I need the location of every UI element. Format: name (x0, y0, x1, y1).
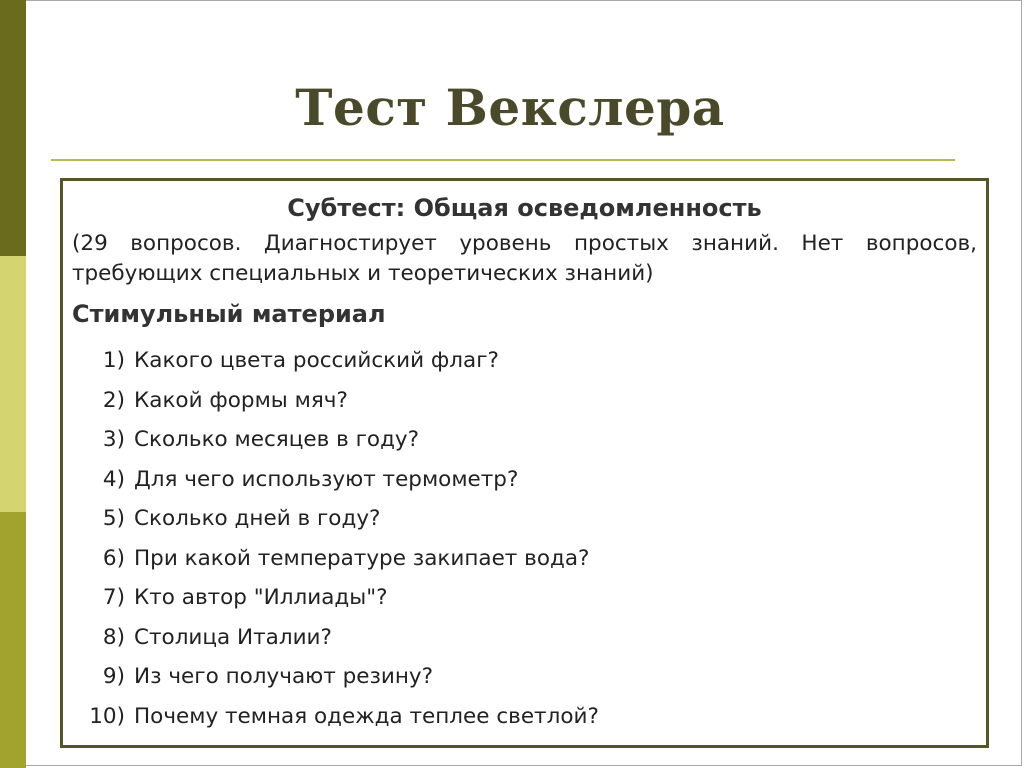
sidebar-stripe-dark (0, 0, 26, 256)
question-number: 1) (102, 348, 125, 373)
material-heading: Стимульный материал (72, 300, 386, 328)
title-underline (51, 159, 955, 161)
content-box (60, 178, 989, 748)
question-item (72, 341, 977, 381)
question-item (72, 381, 977, 421)
question-text: Какой формы мяч? (134, 387, 348, 413)
slide-title: Тест Векслера (295, 78, 725, 137)
subtest-heading: Субтест: Общая осведомленность (287, 194, 762, 222)
question-text: Кто автор "Иллиады"? (134, 585, 388, 610)
question-item (72, 499, 977, 539)
question-number: 10) (89, 703, 125, 729)
question-item (72, 618, 977, 658)
question-text: Из чего получают резину? (134, 664, 434, 689)
question-number: 3) (102, 427, 125, 452)
question-number: 4) (102, 466, 125, 492)
question-item (72, 657, 977, 697)
question-text: Почему темная одежда теплее светлой? (134, 703, 599, 729)
question-number: 2) (102, 387, 125, 413)
subtest-description: (29 вопросов. Диагностирует уровень простых знаний. Нет вопросов, требующих специальных и теоретических знаний) (72, 231, 977, 286)
question-number: 5) (102, 506, 125, 531)
question-item (72, 539, 977, 579)
question-list (72, 341, 977, 736)
question-text: Сколько дней в году? (134, 506, 381, 531)
question-number: 6) (102, 545, 125, 571)
question-item (72, 697, 977, 737)
question-text: Сколько месяцев в году? (134, 427, 420, 452)
sidebar-stripe-light (0, 256, 26, 512)
question-text: Столица Италии? (134, 624, 332, 650)
question-item (72, 460, 977, 500)
question-number: 9) (102, 664, 125, 689)
question-text: Какого цвета российский флаг? (134, 348, 499, 373)
question-number: 7) (102, 585, 125, 610)
question-text: При какой температуре закипает вода? (134, 545, 590, 571)
question-item (72, 420, 977, 460)
question-item (72, 578, 977, 618)
sidebar-stripe-mid (0, 512, 26, 768)
question-text: Для чего используют термометр? (134, 466, 519, 492)
question-number: 8) (102, 624, 125, 650)
